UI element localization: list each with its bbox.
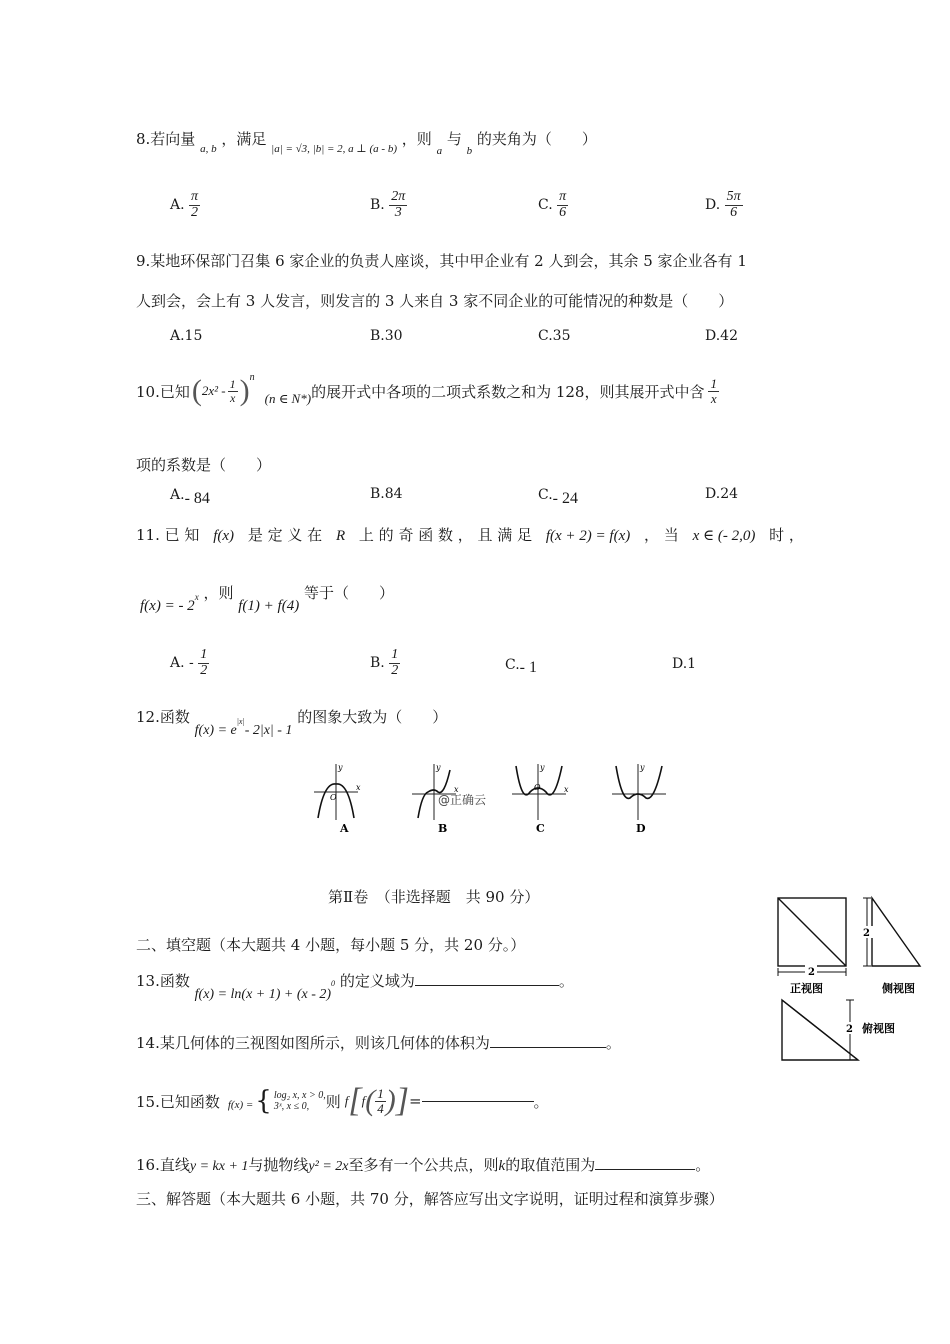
frac-num: π bbox=[191, 189, 199, 204]
q10-option-b[interactable] bbox=[370, 486, 403, 502]
q11-ze: ，则 bbox=[203, 584, 234, 602]
q13-stem bbox=[136, 970, 574, 1002]
q16-suffix: 的取值范围为 bbox=[505, 1156, 596, 1174]
axis-x-label: x bbox=[356, 783, 361, 792]
q15-case2: 3ˣ, x ≤ 0, bbox=[273, 1101, 310, 1112]
q13-exp: 0 bbox=[331, 979, 336, 988]
option-label: B. bbox=[370, 486, 385, 502]
frac-num: 5π bbox=[726, 189, 741, 204]
q15-end: 。 bbox=[533, 1092, 549, 1111]
option-frac bbox=[198, 648, 209, 678]
frac-den: 6 bbox=[559, 204, 567, 220]
origin-label: O bbox=[534, 783, 541, 792]
side-view bbox=[861, 898, 920, 995]
q11-part-6: ， 当 bbox=[644, 526, 679, 544]
q16-stem bbox=[136, 1154, 710, 1175]
q12-prefix: 12.函数 bbox=[136, 708, 190, 726]
frac-den: x bbox=[229, 390, 236, 405]
q13-func: f(x) = ln(x + 1) + (x - 2) bbox=[194, 987, 332, 1002]
q16-prefix: 16.直线 bbox=[136, 1156, 190, 1174]
q8-option-a-frac bbox=[189, 190, 200, 220]
option-label: D.1 bbox=[672, 656, 697, 672]
q10-condition: (n ∈ N*) bbox=[264, 391, 312, 406]
q15-f-outer: f bbox=[344, 1093, 349, 1108]
section3-heading: 三、解答题（本大题共 6 小题，共 70 分，解答应写出文字说明，证明过程和演算步骤） bbox=[136, 1190, 724, 1208]
option-label: A. bbox=[170, 655, 185, 672]
option-frac bbox=[389, 648, 400, 678]
q11-line1 bbox=[136, 524, 804, 545]
axis-x-label: x bbox=[454, 785, 459, 794]
q11-part-3: R bbox=[335, 528, 346, 544]
q8-option-a[interactable] bbox=[170, 190, 200, 220]
frac-den: 4 bbox=[377, 1100, 384, 1116]
q11-part-4: 上 的 奇 函 数 ， 且 满 足 bbox=[358, 526, 533, 544]
q8-vec-a: a bbox=[436, 145, 443, 157]
q12-graphs bbox=[300, 760, 680, 840]
q13-end: 。 bbox=[558, 972, 574, 990]
origin-label: O bbox=[330, 793, 337, 802]
front-caption: 正视图 bbox=[790, 983, 823, 995]
option-label: C. bbox=[505, 657, 520, 673]
front-view bbox=[778, 898, 846, 995]
option-sign: - bbox=[189, 655, 194, 672]
q15-answer-blank[interactable] bbox=[422, 1101, 534, 1102]
q15-ze: 则 bbox=[325, 1092, 341, 1111]
q11-option-d[interactable] bbox=[672, 656, 696, 672]
q10-expr-a: 2x² - bbox=[201, 383, 226, 398]
axis-y-label: y bbox=[338, 763, 343, 772]
graph-d-label: D bbox=[636, 822, 646, 835]
q11-ask-tail: 等于（ ） bbox=[303, 584, 394, 602]
q8-option-c-frac bbox=[557, 190, 568, 220]
frac-den: 6 bbox=[730, 204, 738, 220]
top-dim: 2 bbox=[846, 1024, 853, 1035]
watermark: @正确云 bbox=[438, 793, 487, 807]
q9-option-b[interactable]: B.30 bbox=[370, 328, 403, 344]
graph-c[interactable] bbox=[512, 763, 569, 835]
q15-eq: = bbox=[408, 1092, 422, 1110]
q8-option-b-label: B. bbox=[370, 197, 385, 214]
frac-num: 1 bbox=[200, 647, 208, 662]
q16-mid2: 至多有一个公共点，则 bbox=[348, 1156, 499, 1174]
side-dim: 2 bbox=[863, 928, 870, 939]
q9-option-c[interactable]: C.35 bbox=[538, 328, 571, 344]
q9-line1: 9.某地环保部门召集 6 家企业的负责人座谈，其中甲企业有 2 人到会，其余 5 家企业各有 1 bbox=[136, 252, 747, 270]
q13-answer-blank[interactable] bbox=[415, 985, 559, 986]
q16-answer-blank[interactable] bbox=[595, 1169, 695, 1170]
q8-option-c[interactable] bbox=[538, 190, 568, 220]
q11-ask: f(1) + f(4) bbox=[238, 598, 300, 614]
section2-title: 第Ⅱ卷 （非选择题 共 90 分） bbox=[328, 888, 540, 906]
frac-num: 1 bbox=[229, 376, 236, 391]
q8-option-d[interactable] bbox=[705, 190, 743, 220]
q14-stem bbox=[136, 1032, 621, 1053]
q11-part-8: 时 ， bbox=[769, 526, 804, 544]
top-caption: 俯视图 bbox=[862, 1023, 895, 1035]
front-dim: 2 bbox=[808, 967, 815, 978]
q11-part-0: 11. 已 知 bbox=[136, 526, 200, 544]
q12-suffix: 的图象大致为（ ） bbox=[297, 708, 448, 726]
q8-option-c-label: C. bbox=[538, 197, 553, 214]
q13-prefix: 13.函数 bbox=[136, 972, 190, 990]
graph-d[interactable] bbox=[612, 763, 666, 835]
q12-func: f(x) = e bbox=[194, 723, 237, 738]
q11-def-exp: x bbox=[194, 592, 199, 602]
q8-option-d-frac bbox=[725, 190, 743, 220]
three-view-figure bbox=[770, 890, 930, 1066]
q10-exponent: n bbox=[249, 371, 255, 383]
q15-f-inner: f bbox=[361, 1093, 366, 1108]
option-label: C. bbox=[538, 487, 553, 503]
frac-num: 1 bbox=[710, 375, 717, 391]
q14-text: 14.某几何体的三视图如图所示，则该几何体的体积为 bbox=[136, 1034, 490, 1052]
q14-end: 。 bbox=[605, 1034, 621, 1052]
q8-vectors: a, b bbox=[200, 143, 217, 155]
q11-option-c[interactable] bbox=[505, 656, 537, 674]
q10-option-d[interactable] bbox=[705, 486, 738, 502]
top-view bbox=[782, 1000, 895, 1060]
q8-prefix: 8.若向量 bbox=[136, 130, 196, 148]
frac-den: 2 bbox=[391, 662, 399, 678]
q11-option-b[interactable] bbox=[370, 648, 400, 678]
q9-option-a[interactable]: A.15 bbox=[170, 328, 203, 344]
axis-y-label: y bbox=[540, 763, 545, 772]
q11-option-a[interactable] bbox=[170, 648, 209, 678]
option-label: A. bbox=[170, 487, 185, 503]
q15-stem: 15.已知函数 f(x) = { log₂ x, x > 0, 3ˣ, x ≤ 0, 则 f [ f ( $\frac{1}{4}$ ) ] = 。 bbox=[136, 1082, 549, 1119]
q9-line2: 人到会，会上有 3 人发言，则发言的 3 人来自 3 家不同企业的可能情况的种数是（ ） bbox=[136, 292, 734, 310]
q14-answer-blank[interactable] bbox=[490, 1047, 606, 1048]
option-label: B. bbox=[370, 655, 385, 672]
axis-x-label: x bbox=[564, 785, 569, 794]
q8-option-d-label: D. bbox=[705, 197, 721, 214]
q12-stem bbox=[136, 706, 448, 738]
graph-a-label: A bbox=[340, 822, 349, 835]
option-value: 84 bbox=[384, 486, 403, 502]
section2-heading: 二、填空题（本大题共 4 小题，每小题 5 分，共 20 分。） bbox=[136, 936, 526, 954]
q8-mid: ，满足 bbox=[221, 130, 267, 148]
q15-prefix: 15.已知函数 bbox=[136, 1092, 220, 1111]
option-label: D. bbox=[705, 486, 721, 502]
q9-option-d[interactable]: D.42 bbox=[705, 328, 738, 344]
frac-num: 1 bbox=[391, 647, 399, 662]
q10-stem bbox=[136, 371, 719, 408]
q15-func: f(x) = bbox=[227, 1099, 254, 1111]
q16-mid: 与抛物线 bbox=[248, 1156, 309, 1174]
q16-end: 。 bbox=[695, 1156, 711, 1174]
q11-part-1: f(x) bbox=[213, 528, 235, 544]
frac-den: 2 bbox=[191, 204, 199, 220]
option-value: 24 bbox=[720, 486, 739, 502]
frac-num: 2π bbox=[391, 189, 406, 204]
axis-y-label: y bbox=[436, 763, 441, 772]
q11-part-5: f(x + 2) = f(x) bbox=[545, 528, 631, 544]
option-value: - 84 bbox=[184, 490, 210, 507]
q11-line2 bbox=[140, 582, 394, 614]
q11-def: f(x) = - 2 bbox=[140, 598, 195, 614]
option-value: - 24 bbox=[552, 490, 578, 507]
side-caption: 侧视图 bbox=[882, 983, 915, 995]
option-value: - 1 bbox=[519, 659, 537, 676]
q15-case1: log₂ x, x > 0, bbox=[273, 1090, 326, 1101]
q8-vec-b: b bbox=[466, 145, 473, 157]
q8-option-a-label: A. bbox=[170, 197, 185, 214]
q8-yu: 与 bbox=[446, 130, 462, 148]
q13-suffix: 的定义域为 bbox=[339, 972, 415, 990]
q10-tail-frac bbox=[708, 377, 719, 405]
q11-part-2: 是 定 义 在 bbox=[247, 526, 323, 544]
q8-option-b[interactable] bbox=[370, 190, 407, 220]
q12-func-exp: |x| bbox=[236, 717, 245, 726]
q10-option-c[interactable] bbox=[538, 486, 578, 507]
q12-func-tail: - 2|x| - 1 bbox=[244, 723, 293, 738]
axis-y-label: y bbox=[640, 763, 645, 772]
graph-b-label: B bbox=[438, 822, 448, 835]
q15-eval: f [ f ( $\frac{1}{4}$ ) ] bbox=[344, 1082, 409, 1119]
frac-den: 3 bbox=[394, 204, 402, 220]
q10-expression: ( 2x² - $\frac{1}{x}$ ) n (n ∈ N*) bbox=[191, 371, 312, 407]
frac-den: 2 bbox=[200, 662, 208, 678]
frac-num: 1 bbox=[377, 1085, 384, 1101]
q10-line2: 项的系数是（ ） bbox=[136, 456, 272, 474]
q8-mid2: ，则 bbox=[401, 130, 432, 148]
graph-a[interactable] bbox=[314, 763, 361, 835]
q8-suffix: 的夹角为（ ） bbox=[476, 130, 597, 148]
q10-text: 的展开式中各项的二项式系数之和为 128，则其展开式中含 bbox=[311, 382, 705, 401]
q8-condition: |a| = √3, |b| = 2, a ⊥ (a - b) bbox=[271, 143, 397, 155]
q8-stem bbox=[136, 128, 597, 157]
frac-num: π bbox=[559, 189, 567, 204]
q10-option-a[interactable] bbox=[170, 486, 210, 507]
q16-k: k bbox=[498, 1158, 506, 1174]
q16-line: y = kx + 1 bbox=[189, 1159, 249, 1174]
q10-prefix: 10.已知 bbox=[136, 382, 190, 401]
q16-parabola: y² = 2x bbox=[308, 1159, 349, 1174]
frac-den: x bbox=[710, 390, 717, 406]
graph-c-label: C bbox=[536, 822, 545, 835]
q8-option-b-frac bbox=[389, 190, 407, 220]
q11-part-7: x ∈ (- 2,0) bbox=[692, 528, 756, 544]
